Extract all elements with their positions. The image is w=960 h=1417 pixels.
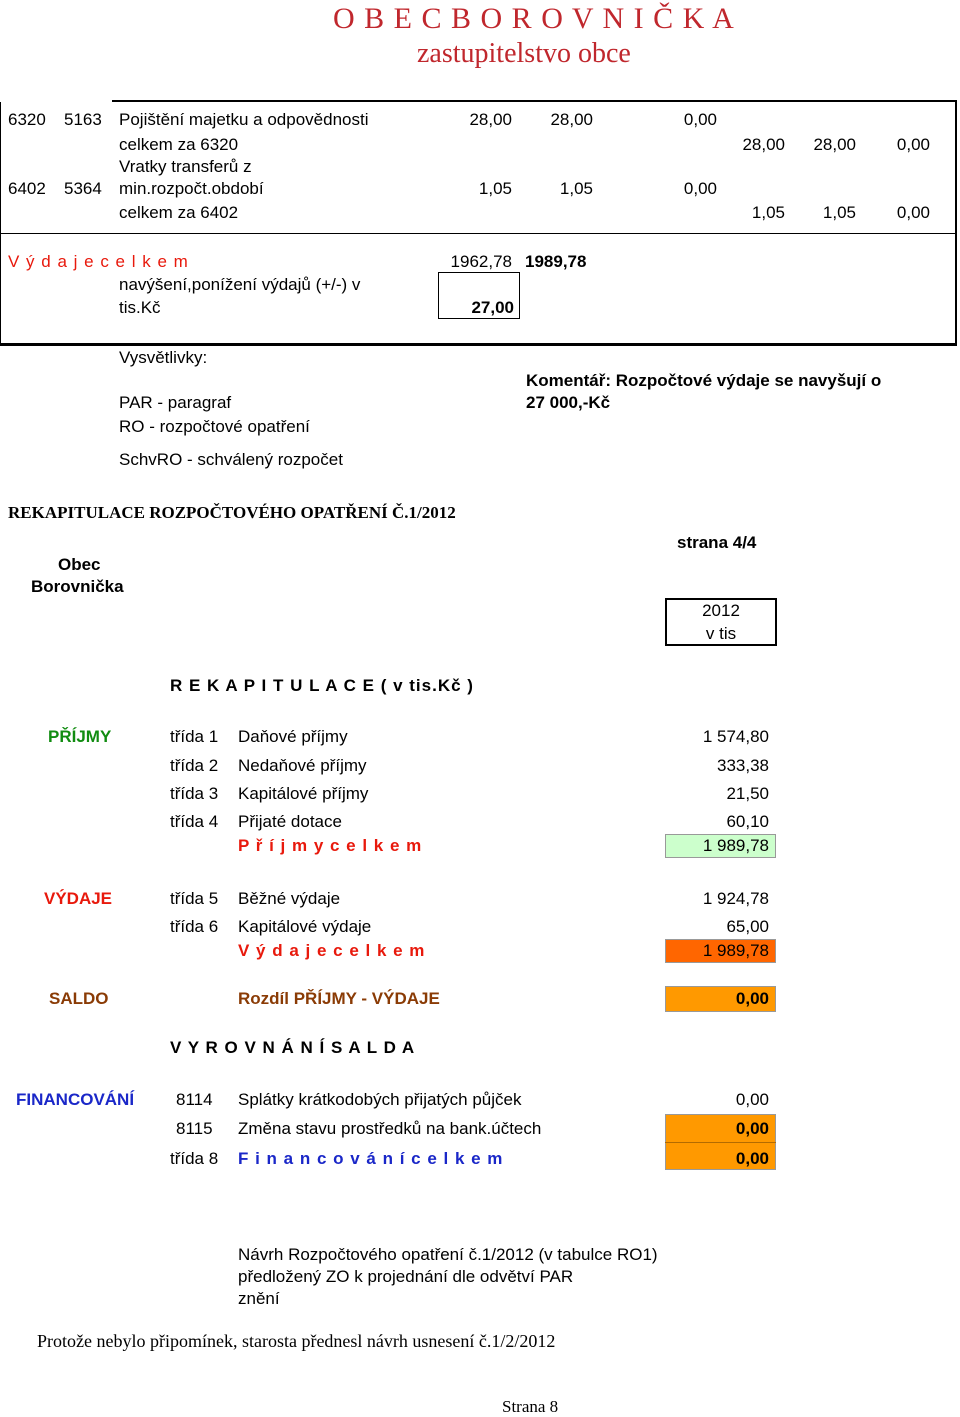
saldo-value: 0,00 [735,989,769,1008]
trida-name: Běžné výdaje [238,889,341,908]
obec-name-line1: Obec [58,555,101,574]
total-value-2: 1,05 [822,203,856,222]
total-label: celkem za 6320 [119,135,239,154]
row-value-1: 28,00 [469,110,512,129]
vydaje-celkem-label: V ý d a j e c e l k e m [8,252,189,271]
trida-value: 65,00 [726,917,769,936]
rekapitulace-heading: REKAPITULACE ROZPOČTOVÉHO OPATŘENÍ Č.1/2012 [8,503,456,522]
trida-name: Kapitálové příjmy [238,784,369,803]
trida-label: třída 1 [170,727,219,746]
trida-value: 1 574,80 [702,727,769,746]
legend-schvro: SchvRO - schválený rozpočet [119,450,343,469]
navyseni-label-line2: tis.Kč [119,298,161,317]
saldo-label: SALDO [49,989,109,1008]
par-code: 6402 [8,179,46,198]
financovani-total-label: F i n a n c o v á n í c e l k e m [238,1149,504,1168]
year-label: 2012 [702,601,740,620]
trida-value: 1 924,78 [702,889,769,908]
prijmy-total-label: P ř í j m y c e l k e m [238,836,423,855]
row-value-2: 28,00 [550,110,593,129]
financovani-total-code: třída 8 [170,1149,219,1168]
legend-par: PAR - paragraf [119,393,232,412]
row-value-3: 0,00 [683,179,717,198]
rekap-title: R E K A P I T U L A C E ( v tis.Kč ) [170,676,474,695]
financovani-code: 8115 [176,1119,213,1138]
vydaje-total-label: V ý d a j e c e l k e m [238,941,426,960]
prijmy-label: PŘÍJMY [48,727,112,746]
table-left-rule [0,102,1,344]
total-value-3: 0,00 [896,203,930,222]
financovani-value: 0,00 [735,1119,769,1138]
vydaje-label: VÝDAJE [44,889,113,908]
financovani-name: Změna stavu prostředků na bank.účtech [238,1119,542,1138]
navyseni-label-line1: navýšení,ponížení výdajů (+/-) v [119,275,361,294]
trida-name: Kapitálové výdaje [238,917,372,936]
table-bottom-rule [0,343,957,346]
pol-code: 5364 [64,179,102,198]
trida-label: třída 5 [170,889,219,908]
komentar-line1: Komentář: Rozpočtové výdaje se navyšují o [526,371,882,390]
komentar-line2: 27 000,-Kč [526,393,611,412]
trida-name: Daňové příjmy [238,727,348,746]
legend-ro: RO - rozpočtové opatření [119,417,310,436]
financovani-total-value: 0,00 [735,1149,769,1168]
vyrovnani-title: V Y R O V N Á N Í S A L D A [170,1038,416,1057]
total-value-1: 28,00 [742,135,785,154]
footer-note: Protože nebylo připomínek, starosta přednesl návrh usnesení č.1/2/2012 [37,1331,556,1351]
strana-label: strana 4/4 [677,533,757,552]
financovani-label: FINANCOVÁNÍ [16,1090,135,1109]
financovani-value: 0,00 [735,1090,769,1109]
trida-label: třída 3 [170,784,219,803]
page-number: Strana 8 [502,1397,559,1416]
page-title: O B E C B O R O V N I Č K A [333,2,735,35]
navrh-line2: předložený ZO k projednání dle odvětví PAR [238,1267,574,1286]
vydaje-celkem-value-1: 1962,78 [450,252,512,271]
total-value-1: 1,05 [751,203,785,222]
trida-name: Nedaňové příjmy [238,756,367,775]
legend-title: Vysvětlivky: [119,348,208,367]
total-value-3: 0,00 [896,135,930,154]
total-label: celkem za 6402 [119,203,239,222]
financovani-code: 8114 [176,1090,213,1109]
navrh-line1: Návrh Rozpočtového opatření č.1/2012 (v tabulce RO1) [238,1245,658,1264]
trida-value: 60,10 [726,812,769,831]
row-value-3: 0,00 [683,110,717,129]
trida-name: Přijaté dotace [238,812,342,831]
section-divider [0,233,957,234]
saldo-text: Rozdíl PŘÍJMY - VÝDAJE [238,989,440,1008]
row-text-line1: Vratky transferů z [119,157,252,176]
par-code: 6320 [8,110,46,129]
obec-name-line2: Borovnička [31,577,124,596]
header-rule [112,100,957,102]
cell-divider [665,1142,776,1143]
row-value-1: 1,05 [478,179,512,198]
table-right-rule [955,102,957,344]
unit-label: v tis [705,624,737,643]
trida-label: třída 4 [170,812,219,831]
trida-value: 21,50 [726,784,769,803]
page-subtitle: zastupitelstvo obce [417,38,631,69]
financovani-name: Splátky krátkodobých přijatých půjček [238,1090,522,1109]
navyseni-value: 27,00 [471,298,514,317]
vydaje-celkem-value-2: 1989,78 [525,252,587,271]
vydaje-total-value: 1 989,78 [702,941,769,960]
row-text-line2: min.rozpočt.období [119,179,264,198]
navrh-line3: znění [238,1289,280,1308]
total-value-2: 28,00 [813,135,856,154]
row-value-2: 1,05 [559,179,593,198]
prijmy-total-value: 1 989,78 [702,836,769,855]
row-text: Pojištění majetku a odpovědnosti [119,110,369,129]
pol-code: 5163 [64,110,102,129]
trida-value: 333,38 [717,756,769,775]
trida-label: třída 2 [170,756,219,775]
trida-label: třída 6 [170,917,219,936]
